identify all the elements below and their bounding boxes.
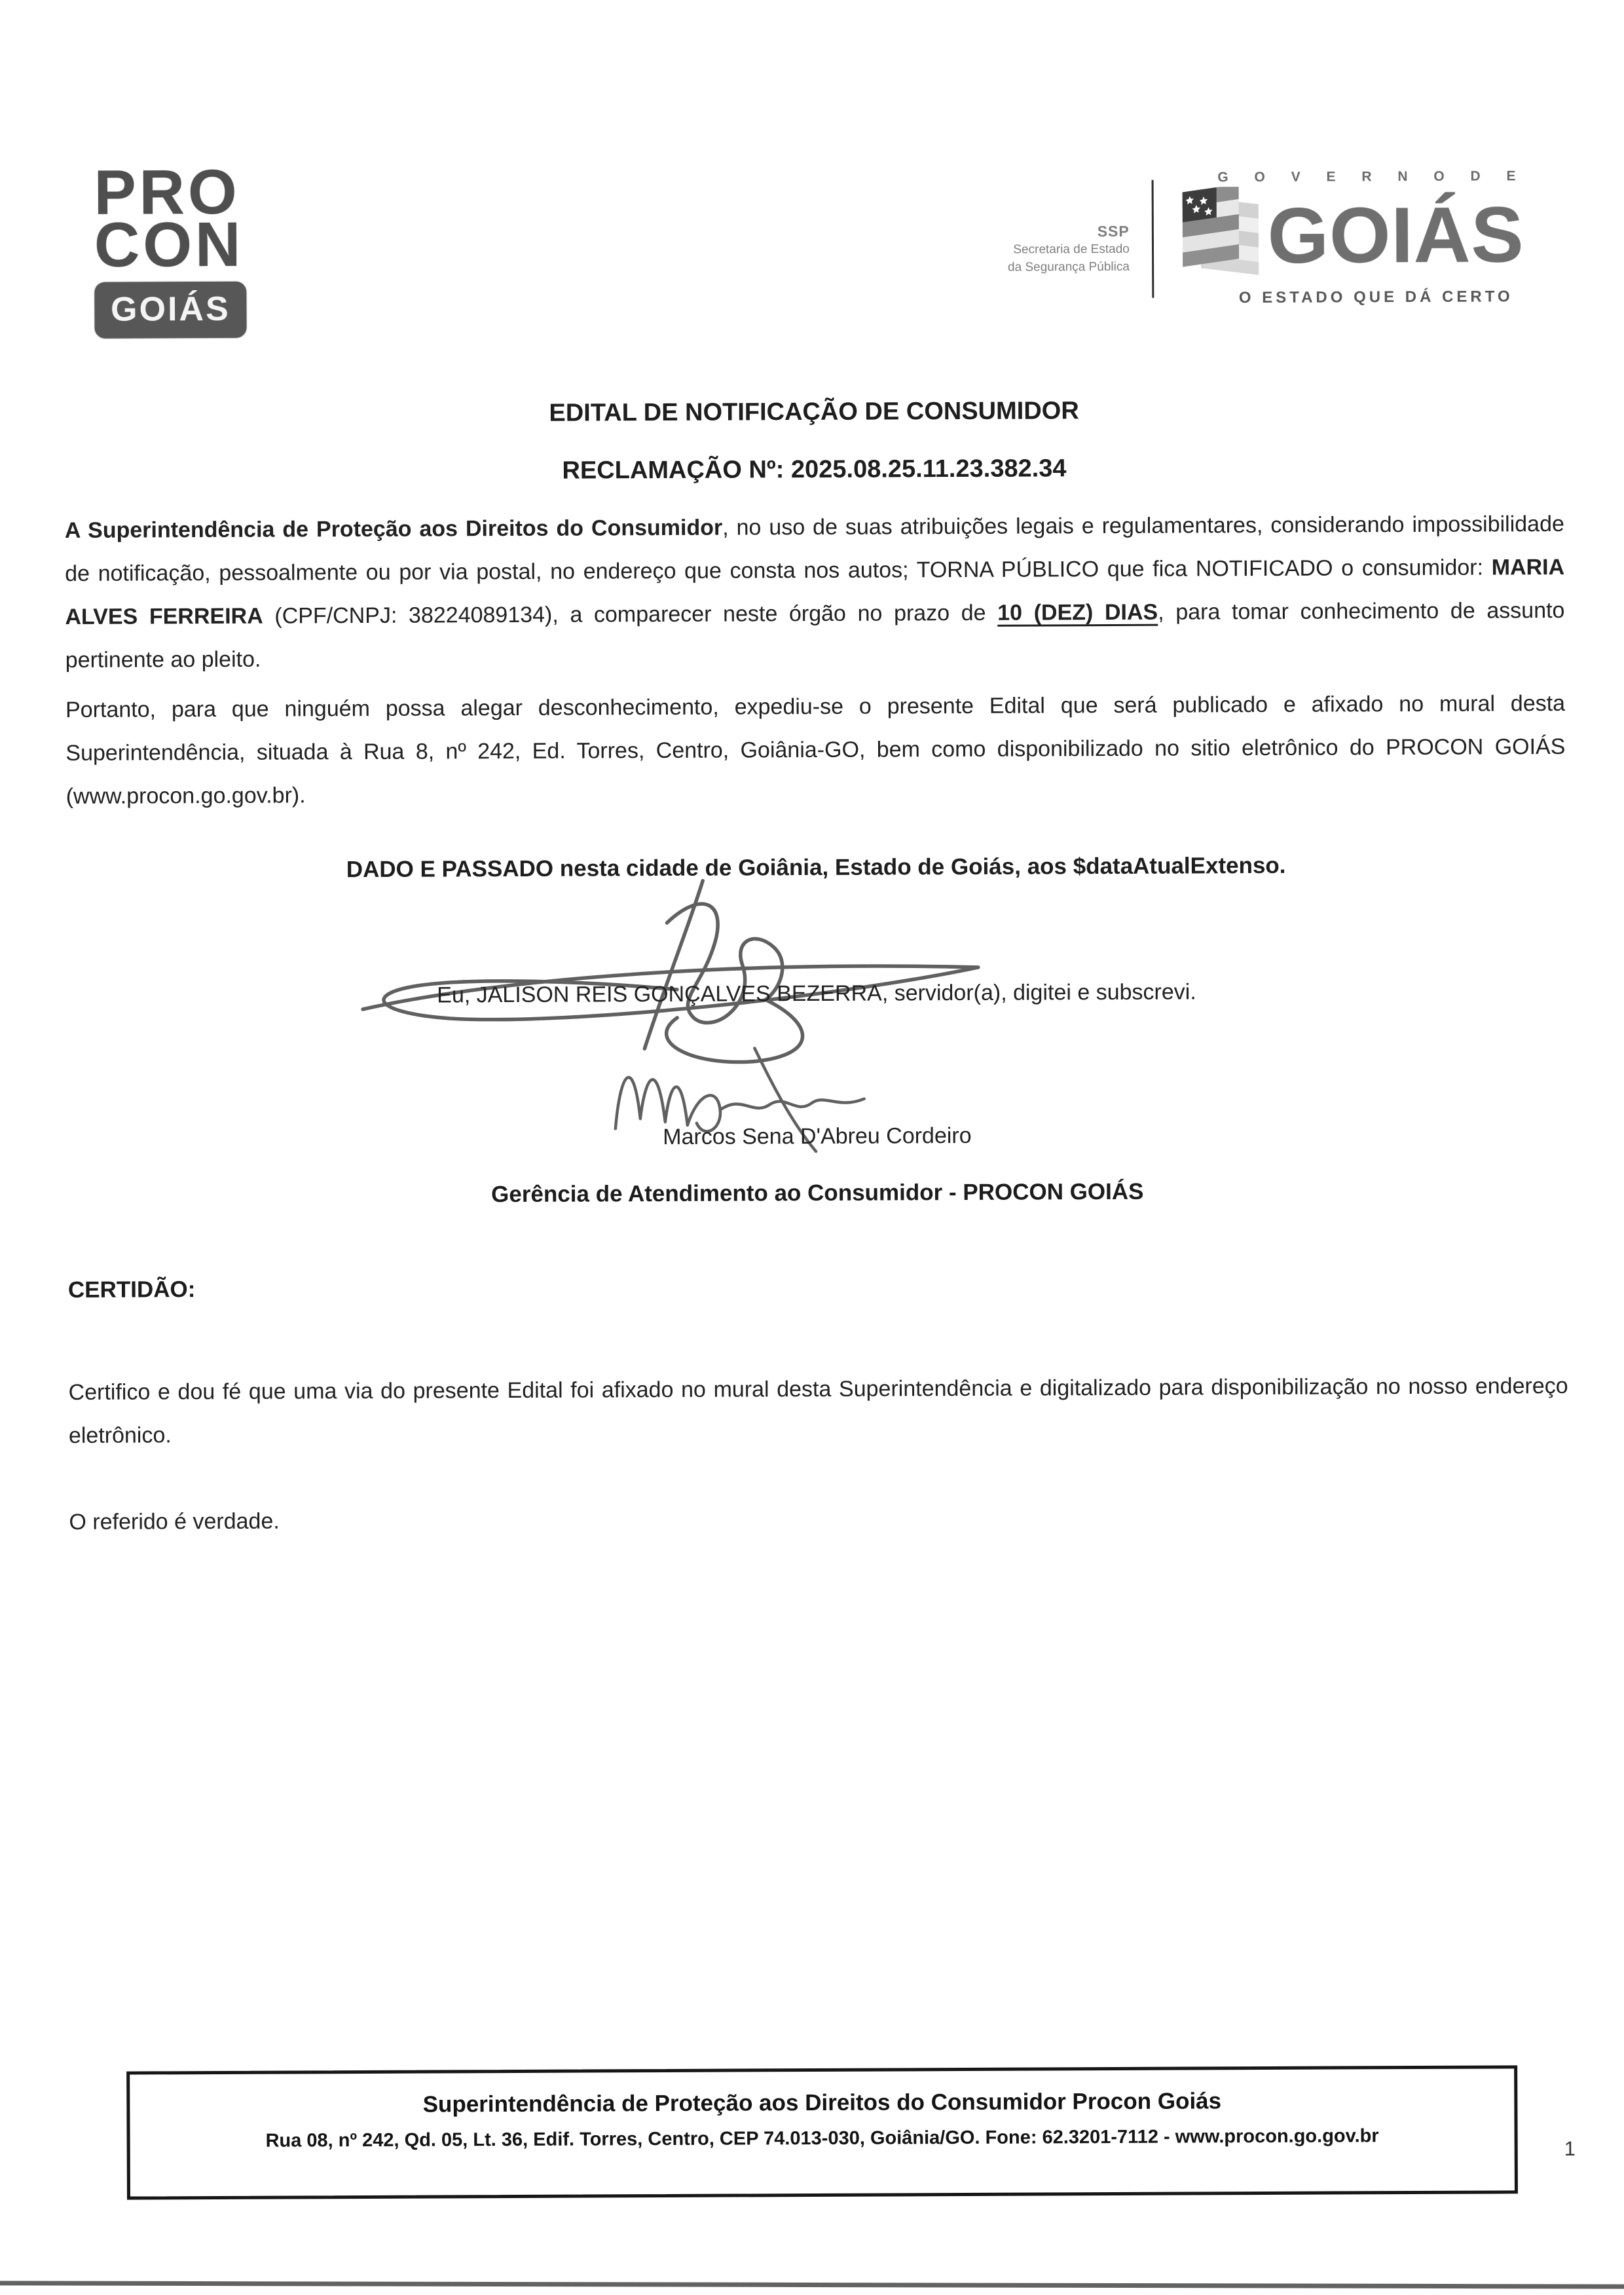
goias-logo-word: GOIÁS	[1267, 191, 1524, 280]
superintendencia-bold-intro: A Superintendência de Proteção aos Direitos do Consumidor	[64, 515, 723, 543]
notification-paragraph	[65, 502, 1565, 682]
procon-logo-goias-box: GOIÁS	[94, 282, 246, 339]
ssp-acronym: SSP	[1097, 222, 1130, 240]
certidao-heading: CERTIDÃO:	[67, 1277, 196, 1303]
governo-goias-logo	[1178, 168, 1527, 307]
paragraph1-part2: (CPF/CNPJ: 38224089134), a comparecer neste órgão no prazo de	[263, 600, 998, 629]
certidao-closing: O referido é verdade.	[69, 1508, 280, 1535]
consumer-name: MARIA ALVES FERREIRA	[65, 554, 1565, 629]
deadline-text: 10 (DEZ) DIAS	[997, 599, 1158, 625]
procon-logo-line2: CON	[94, 209, 244, 280]
header-right-logos	[1007, 168, 1527, 308]
footer-org-name: Superintendência de Proteção aos Direitos do Consumidor Procon Goiás	[422, 2088, 1222, 2118]
document-title: EDITAL DE NOTIFICAÇÃO DE CONSUMIDOR	[549, 397, 1079, 427]
paragraph1-part1: , no uso de suas atribuições legais e regulamentares, considerando impossibilidade de notificação, pessoalmente ou por via postal, no endereço que consta nos autos; TORNA PÚBLICO que fica NOTIFICADO o consumidor:	[65, 511, 1564, 586]
ssp-block	[1008, 222, 1130, 276]
dado-e-passado-line: DADO E PASSADO nesta cidade de Goiânia, Estado de Goiás, aos $dataAtualExtenso.	[346, 852, 1286, 883]
footer-address: Rua 08, nº 242, Qd. 05, Lt. 36, Edif. Torres, Centro, CEP 74.013-030, Goiânia/GO. Fone: 62.3201-7112 - www.procon.go.gov.br	[265, 2125, 1379, 2152]
footer-box	[126, 2065, 1518, 2199]
department-line: Gerência de Atendimento ao Consumidor - PROCON GOIÁS	[491, 1178, 1144, 1208]
clerk-prefix: Eu,	[437, 982, 477, 1008]
page-number: 1	[1564, 2136, 1576, 2161]
ssp-line1: Secretaria de Estado	[1013, 242, 1130, 257]
goias-flag-icon	[1178, 187, 1277, 286]
clerk-name: JALISON REIS GONÇALVES BEZERRA	[476, 980, 882, 1008]
clerk-suffix: , servidor(a), digitei e subscrevi.	[881, 979, 1196, 1006]
manager-name: Marcos Sena D'Abreu Cordeiro	[663, 1123, 972, 1149]
ssp-line2: da Segurança Pública	[1007, 259, 1130, 274]
publication-paragraph: Portanto, para que ninguém possa alegar desconhecimento, expediu-se o presente Edital que será publicado e afixado no mural desta Superintendência, situada à Rua 8, nº 242, Ed. Torres, Centro, Goiânia-GO, bem como disponibilizado no sitio eletrônico do PROCON GOIÁS (www.procon.go.gov.br).	[65, 690, 1566, 809]
procon-logo-line1: PRO	[94, 157, 240, 228]
header-divider	[1151, 180, 1154, 298]
certidao-body: Certifico e dou fé que uma via do presente Edital foi afixado no mural desta Superintendência e digitalizado para disponibilização no nosso endereço eletrônico.	[68, 1373, 1568, 1448]
governo-de-text: G O V E R N O D E	[1217, 168, 1527, 185]
complaint-number: RECLAMAÇÃO Nº: 2025.08.25.11.23.382.34	[562, 455, 1067, 485]
paragraph1-part3: , para tomar conhecimento de assunto pertinente ao pleito.	[65, 597, 1565, 673]
clerk-signature-scrawl	[336, 876, 1031, 1070]
procon-goias-logo	[94, 157, 249, 339]
clerk-attestation-line	[67, 978, 1566, 1010]
goias-tagline: O ESTADO QUE DÁ CERTO	[1238, 288, 1513, 307]
goias-logo-row	[1178, 185, 1527, 285]
